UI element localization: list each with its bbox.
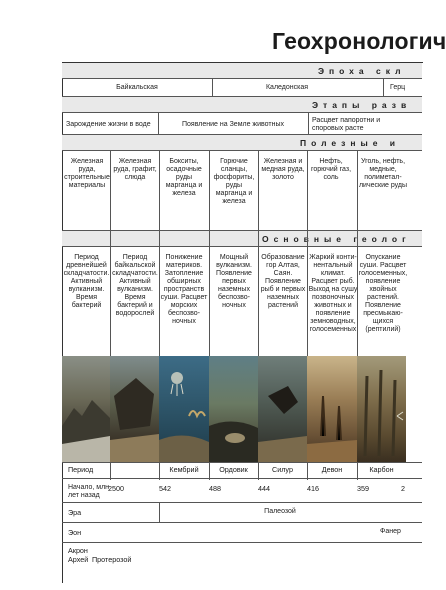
period-label: Период	[68, 465, 94, 474]
illustration-silurian	[258, 356, 307, 462]
rule	[158, 112, 159, 134]
illustration-proterozoic	[110, 356, 159, 462]
start-value: 416	[307, 484, 319, 493]
minerals-heading: Полезные и	[300, 138, 401, 148]
rule	[212, 78, 213, 96]
event-3: Понижение материков. Затопление обширных пространств суши. Расцвет морских беспозво-ночных	[160, 254, 208, 325]
start-value: 542	[159, 484, 171, 493]
rule	[62, 112, 422, 113]
rule	[308, 112, 309, 134]
minerals-7: Уголь, нефть, медные, полиметал-лические руды	[358, 158, 408, 189]
rule	[62, 502, 422, 503]
stage-animals: Появление на Земле животных	[182, 121, 284, 128]
epoch-heading: Эпоха скл	[318, 66, 406, 76]
event-4: Мощный вулканизм. Появление первых наземных беспозво-ночных	[216, 254, 252, 309]
stages-heading: Этапы разв	[312, 100, 412, 110]
sea-life-illustration	[159, 356, 209, 462]
minerals-5: Железная и медная руда, золото	[261, 158, 305, 181]
period-ordovician: Ордовик	[219, 465, 248, 474]
illustration-carboniferous	[357, 356, 406, 462]
period-carboniferous: Карбон	[369, 465, 394, 474]
illustration-archean	[62, 356, 110, 462]
acron-label: Акрон	[68, 546, 88, 555]
rule	[62, 478, 422, 479]
fern-forest-illustration	[357, 356, 406, 462]
event-7: Опускание суши. Расцвет голосеменных, появление хвойных растений. Появление пресмыкаю-щихся (рептилий)	[358, 254, 408, 333]
start-value: 444	[258, 484, 270, 493]
minerals-2: Железная руда, графит, слюда	[113, 158, 157, 181]
period-devonian: Девон	[321, 465, 343, 474]
start-value: 2500	[108, 484, 124, 493]
rule	[62, 462, 422, 463]
illustration-ordovician	[209, 356, 258, 462]
rule	[62, 542, 422, 543]
acron-archean: Архей	[68, 555, 89, 564]
era-label: Эра	[68, 508, 82, 517]
minerals-6: Нефть, горючий газ, соль	[310, 158, 352, 181]
eon-phanerozoic: Фанер	[380, 528, 401, 535]
period-silurian: Силур	[272, 465, 293, 474]
epoch-hercynian: Герц	[390, 84, 406, 91]
seabed-illustration	[209, 356, 258, 462]
rule	[159, 502, 160, 522]
desert-plants-illustration	[307, 356, 357, 462]
sea-scorpion-illustration	[258, 356, 307, 462]
period-cambrian: Кембрий	[169, 465, 199, 474]
event-2: Период байкальской складчатости. Активный вулканизм. Время бактерий и водорослей	[112, 254, 158, 317]
illustration-devonian	[307, 356, 357, 462]
acron-proterozoic: Протерозой	[92, 555, 132, 564]
rule	[62, 150, 422, 151]
illustration-cambrian	[159, 356, 209, 462]
minerals-3: Бокситы, осадочные руды марганца и железа	[165, 158, 203, 197]
rule	[62, 78, 422, 79]
start-value: 488	[209, 484, 221, 493]
rule	[383, 78, 384, 96]
stage-life-in-water: Зарождение жизни в воде	[66, 121, 151, 128]
event-5: Образование гор Алтая, Саян. Появление рыб и первых наземных растений	[260, 254, 306, 309]
eon-label: Эон	[68, 528, 82, 537]
volcanic-landscape-illustration	[62, 356, 110, 462]
rule	[62, 246, 422, 247]
minerals-1: Железная руда, строительные материалы	[64, 158, 110, 189]
epoch-caledonian: Каледонская	[265, 84, 309, 91]
geology-heading: Основные геолог	[262, 234, 411, 244]
epoch-baikal: Байкальская	[116, 84, 158, 91]
page-title: Геохронологич	[272, 28, 446, 54]
era-paleozoic: Палеозой	[264, 508, 296, 515]
minerals-4: Горючие сланцы, фосфориты, руды марганца и железа	[213, 158, 255, 205]
rock-illustration	[110, 356, 159, 462]
event-1: Период древнейшей складчатости. Активный вулканизм. Время бактерий	[63, 254, 110, 309]
start-value: 359	[357, 484, 369, 493]
event-6: Жаркий конти-нентальный климат. Расцвет рыб. Выход на сушу позвоночных животных и появление земноводных, голосеменных	[308, 254, 358, 333]
rule	[62, 522, 422, 523]
start-label: Начало, млн лет назад	[68, 484, 110, 499]
stage-ferns: Расцвет папоротни и споровых расте	[312, 117, 381, 132]
start-value: 2	[401, 484, 405, 493]
